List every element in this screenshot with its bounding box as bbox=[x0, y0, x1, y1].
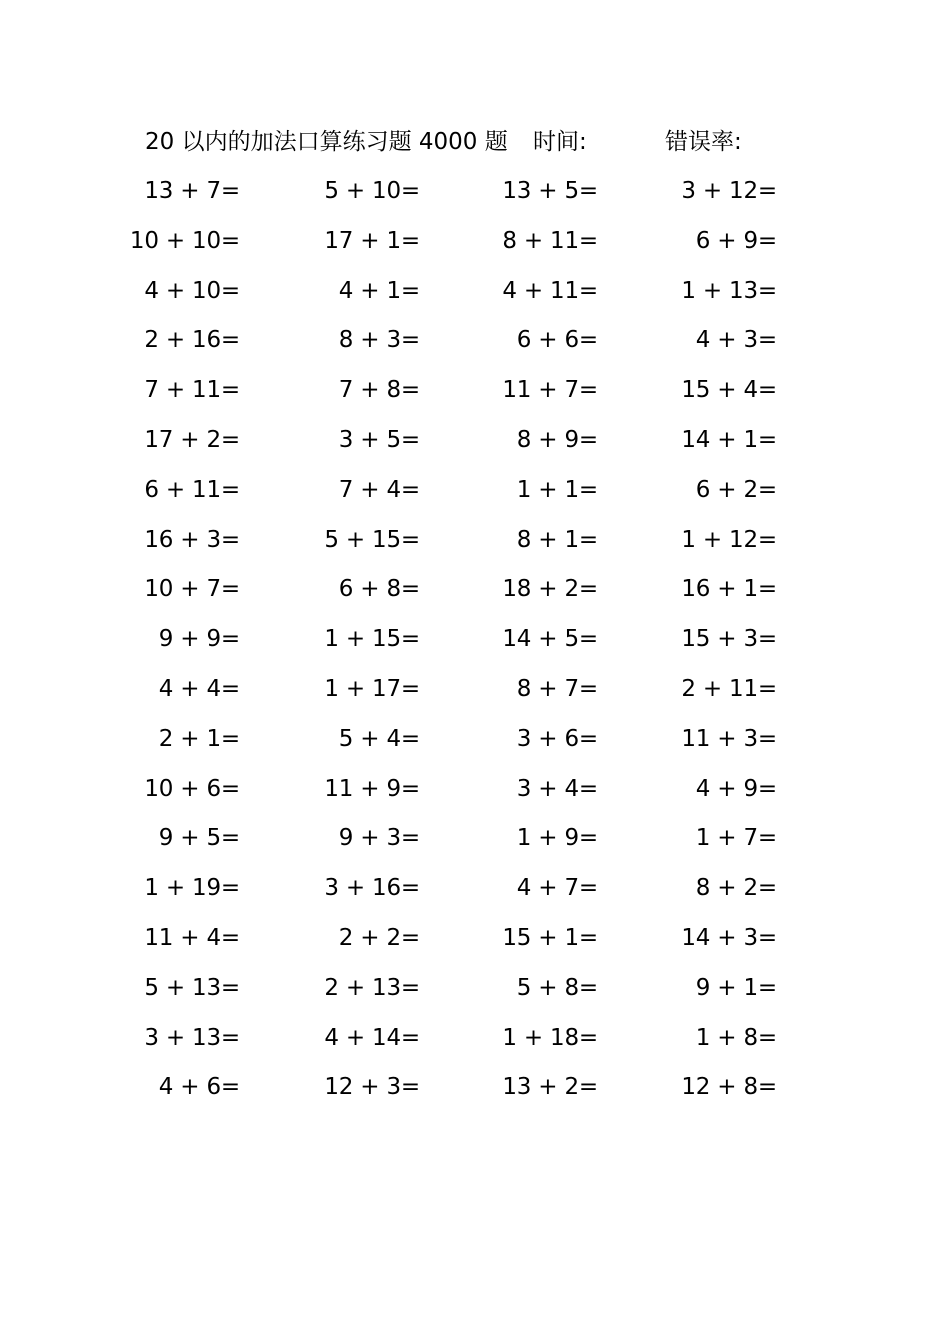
problem-cell: 15 + 4= bbox=[681, 377, 777, 404]
problem-row bbox=[120, 321, 800, 371]
problem-cell: 2 + 11= bbox=[681, 675, 777, 702]
problem-row bbox=[120, 969, 800, 1019]
problem-row bbox=[120, 521, 800, 571]
problem-cell: 9 + 5= bbox=[158, 825, 240, 852]
problem-row bbox=[120, 570, 800, 620]
problem-cell: 2 + 16= bbox=[144, 327, 240, 354]
problem-cell: 12 + 8= bbox=[681, 1074, 777, 1101]
problem-cell: 4 + 14= bbox=[324, 1024, 420, 1051]
problem-cell: 4 + 9= bbox=[695, 775, 777, 802]
problem-row bbox=[120, 670, 800, 720]
problem-cell: 14 + 5= bbox=[502, 626, 598, 653]
problem-cell: 4 + 11= bbox=[502, 277, 598, 304]
problem-cell: 13 + 7= bbox=[144, 178, 240, 204]
problem-cell: 7 + 4= bbox=[338, 476, 420, 503]
problem-cell: 1 + 12= bbox=[681, 526, 777, 553]
problem-cell: 3 + 13= bbox=[144, 1024, 240, 1051]
problem-cell: 5 + 13= bbox=[144, 974, 240, 1001]
problem-row bbox=[120, 471, 800, 521]
problem-cell: 17 + 2= bbox=[144, 426, 240, 453]
problem-cell: 17 + 1= bbox=[324, 227, 420, 254]
problem-row bbox=[120, 421, 800, 471]
problem-cell: 8 + 3= bbox=[338, 327, 420, 354]
problem-cell: 2 + 1= bbox=[158, 725, 240, 752]
problem-cell: 3 + 16= bbox=[324, 875, 420, 902]
problem-cell: 13 + 5= bbox=[502, 178, 598, 204]
problem-row bbox=[120, 222, 800, 272]
problem-cell: 4 + 3= bbox=[695, 327, 777, 354]
problem-cell: 13 + 2= bbox=[502, 1074, 598, 1101]
problem-row bbox=[120, 1019, 800, 1069]
problem-cell: 14 + 1= bbox=[681, 426, 777, 453]
problem-cell: 11 + 9= bbox=[324, 775, 420, 802]
problem-cell: 14 + 3= bbox=[681, 924, 777, 951]
problem-cell: 9 + 3= bbox=[338, 825, 420, 852]
problem-cell: 9 + 1= bbox=[695, 974, 777, 1001]
problem-cell: 16 + 1= bbox=[681, 576, 777, 603]
problem-cell: 1 + 19= bbox=[144, 875, 240, 902]
problem-grid bbox=[120, 172, 800, 1118]
problem-cell: 16 + 3= bbox=[144, 526, 240, 553]
problem-row bbox=[120, 620, 800, 670]
time-label: 时间: bbox=[533, 129, 587, 155]
problem-cell: 10 + 7= bbox=[144, 576, 240, 603]
problem-cell: 12 + 3= bbox=[324, 1074, 420, 1101]
problem-cell: 8 + 9= bbox=[516, 426, 598, 453]
problem-row bbox=[120, 1068, 800, 1118]
problem-cell: 6 + 9= bbox=[695, 227, 777, 254]
problem-cell: 1 + 18= bbox=[502, 1024, 598, 1051]
problem-cell: 2 + 2= bbox=[338, 924, 420, 951]
problem-row bbox=[120, 172, 800, 222]
problem-cell: 6 + 2= bbox=[695, 476, 777, 503]
problem-cell: 3 + 4= bbox=[516, 775, 598, 802]
problem-cell: 11 + 7= bbox=[502, 377, 598, 404]
problem-cell: 8 + 7= bbox=[516, 675, 598, 702]
problem-cell: 6 + 11= bbox=[144, 476, 240, 503]
problem-cell: 1 + 1= bbox=[516, 476, 598, 503]
problem-cell: 8 + 1= bbox=[516, 526, 598, 553]
problem-cell: 3 + 12= bbox=[681, 178, 777, 204]
problem-cell: 5 + 4= bbox=[338, 725, 420, 752]
problem-cell: 6 + 8= bbox=[338, 576, 420, 603]
worksheet-title: 20 以内的加法口算练习题 4000 题 bbox=[145, 129, 508, 155]
problem-cell: 11 + 4= bbox=[144, 924, 240, 951]
problem-row bbox=[120, 272, 800, 322]
problem-cell: 4 + 4= bbox=[158, 675, 240, 702]
problem-cell: 8 + 11= bbox=[502, 227, 598, 254]
problem-cell: 1 + 13= bbox=[681, 277, 777, 304]
problem-cell: 1 + 8= bbox=[695, 1024, 777, 1051]
problem-cell: 6 + 6= bbox=[516, 327, 598, 354]
problem-cell: 11 + 3= bbox=[681, 725, 777, 752]
problem-row bbox=[120, 869, 800, 919]
problem-row bbox=[120, 371, 800, 421]
problem-cell: 10 + 10= bbox=[129, 227, 240, 254]
problem-cell: 9 + 9= bbox=[158, 626, 240, 653]
problem-row bbox=[120, 819, 800, 869]
problem-cell: 5 + 10= bbox=[324, 178, 420, 204]
problem-cell: 5 + 15= bbox=[324, 526, 420, 553]
problem-cell: 1 + 17= bbox=[324, 675, 420, 702]
problem-cell: 5 + 8= bbox=[516, 974, 598, 1001]
problem-cell: 4 + 7= bbox=[516, 875, 598, 902]
problem-row bbox=[120, 720, 800, 770]
problem-cell: 18 + 2= bbox=[502, 576, 598, 603]
problem-cell: 4 + 10= bbox=[144, 277, 240, 304]
problem-cell: 15 + 1= bbox=[502, 924, 598, 951]
problem-cell: 1 + 15= bbox=[324, 626, 420, 653]
problem-cell: 4 + 1= bbox=[338, 277, 420, 304]
problem-row bbox=[120, 919, 800, 969]
error-rate-label: 错误率: bbox=[665, 129, 742, 155]
problem-cell: 1 + 7= bbox=[695, 825, 777, 852]
problem-cell: 2 + 13= bbox=[324, 974, 420, 1001]
worksheet-header bbox=[145, 124, 785, 160]
problem-cell: 1 + 9= bbox=[516, 825, 598, 852]
problem-cell: 7 + 8= bbox=[338, 377, 420, 404]
problem-cell: 10 + 6= bbox=[144, 775, 240, 802]
problem-cell: 7 + 11= bbox=[144, 377, 240, 404]
problem-cell: 8 + 2= bbox=[695, 875, 777, 902]
problem-cell: 3 + 5= bbox=[338, 426, 420, 453]
problem-cell: 3 + 6= bbox=[516, 725, 598, 752]
problem-cell: 4 + 6= bbox=[158, 1074, 240, 1101]
problem-cell: 15 + 3= bbox=[681, 626, 777, 653]
problem-row bbox=[120, 770, 800, 820]
